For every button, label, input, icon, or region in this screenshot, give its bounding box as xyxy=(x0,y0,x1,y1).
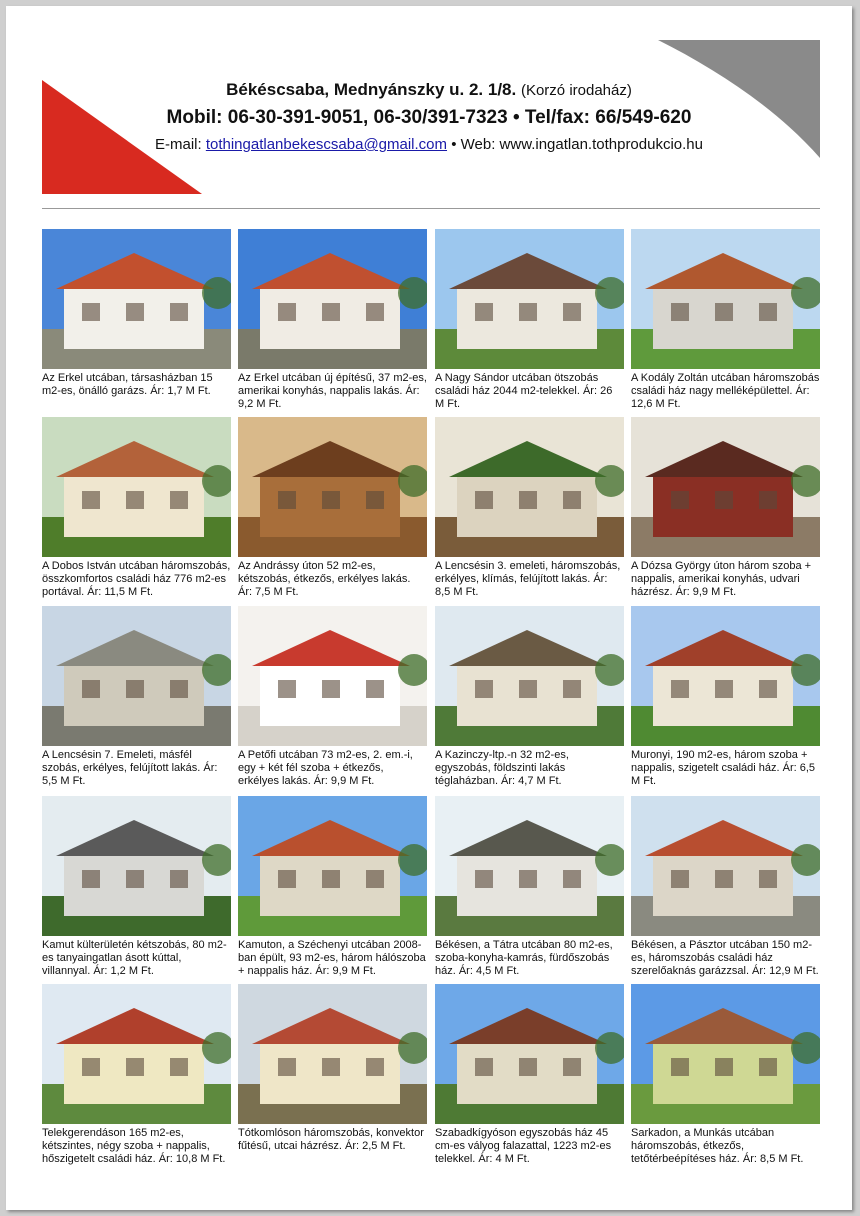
header-divider xyxy=(42,208,820,209)
address-text: Békéscsaba, Mednyánszky u. 2. 1/8. xyxy=(226,80,517,99)
listing-caption: Békésen, a Pásztor utcában 150 m2-es, háromszobás családi ház szerelőaknás garázzsal. Ár: 12,9 M Ft. xyxy=(631,939,819,977)
listing-card xyxy=(435,417,624,599)
property-photo xyxy=(435,796,624,936)
property-photo xyxy=(631,229,820,369)
property-photo xyxy=(435,984,624,1124)
property-photo xyxy=(631,796,820,936)
address-note: (Korzó irodaház) xyxy=(520,82,632,99)
listing-caption: A Kazinczy-ltp.-n 32 m2-es, egyszobás, földszinti lakás téglaházban. Ár: 4,7 M Ft. xyxy=(435,749,569,787)
email-link[interactable]: tothingatlanbekescsaba@gmail.com xyxy=(205,136,448,153)
listing-caption: A Lencsésin 7. Emeleti, másfél szobás, erkélyes, felújított lakás. Ár: 5,5 M Ft. xyxy=(42,749,218,787)
listing-card xyxy=(42,417,231,599)
listing-caption: Szabadkígyóson egyszobás ház 45 cm-es vályog falazattal, 1223 m2-es telekkel. Ár: 4 M Ft. xyxy=(435,1127,612,1165)
contact-line xyxy=(6,136,852,153)
listing-card xyxy=(42,606,231,788)
property-photo xyxy=(238,796,427,936)
listing-card xyxy=(42,796,231,978)
property-photo xyxy=(631,984,820,1124)
listing-card xyxy=(631,229,820,411)
property-photo xyxy=(42,796,231,936)
listing-card xyxy=(238,229,427,411)
listing-caption: A Nagy Sándor utcában ötszobás családi ház 2044 m2-telekkel. Ár: 26 M Ft. xyxy=(435,372,613,410)
listing-caption: Az Erkel utcában új építésű, 37 m2-es, amerikai konyhás, nappalis lakás. Ár: 9,2 M Ft. xyxy=(238,372,427,410)
property-photo xyxy=(435,229,624,369)
listing-caption: A Lencsésin 3. emeleti, háromszobás, erkélyes, klímás, felújított lakás. Ár: 8,5 M Ft. xyxy=(435,560,621,598)
listing-caption: A Dózsa György úton három szoba + nappalis, amerikai konyhás, udvari házrész. Ár: 9,9 M Ft. xyxy=(631,560,812,598)
listing-caption: Sarkadon, a Munkás utcában háromszobás, étkezős, tetőtérbeépítéses ház. Ár: 8,5 M Ft. xyxy=(631,1127,804,1165)
property-photo xyxy=(631,606,820,746)
property-photo xyxy=(238,229,427,369)
phone-numbers: Mobil: 06-30-391-9051, 06-30/391-7323 • Tel/fax: 66/549-620 xyxy=(166,107,692,128)
listing-caption: A Dobos István utcában háromszobás, összkomfortos családi ház 776 m2-es portával. Ár: 11,5 M Ft. xyxy=(42,560,231,598)
listing-caption: A Petőfi utcában 73 m2-es, 2. em.-i, egy + két fél szoba + étkezős, erkélyes lakás. Ár: 9,9 M Ft. xyxy=(238,749,413,787)
property-photo xyxy=(42,984,231,1124)
listing-caption: Az Andrássy úton 52 m2-es, kétszobás, étkezős, erkélyes lakás. Ár: 7,5 M Ft. xyxy=(238,560,411,598)
listing-caption: A Kodály Zoltán utcában háromszobás családi ház nagy melléképülettel. Ár: 12,6 M Ft. xyxy=(631,372,820,410)
listing-card xyxy=(42,229,231,398)
listing-card xyxy=(631,796,820,978)
listing-card xyxy=(435,606,624,788)
web-address: • Web: www.ingatlan.tothprodukcio.hu xyxy=(451,136,703,153)
listing-card xyxy=(238,417,427,599)
listing-caption: Az Erkel utcában, társasházban 15 m2-es, önálló garázs. Ár: 1,7 M Ft. xyxy=(42,372,213,397)
property-photo xyxy=(238,417,427,557)
listing-caption: Telekgerendáson 165 m2-es, kétszintes, négy szoba + nappalis, hőszigetelt családi ház. Ár: 10,8 M Ft. xyxy=(42,1127,226,1165)
listing-caption: Kamut külterületén kétszobás, 80 m2-es tanyaingatlan ásott kúttal, villannyal. Ár: 1,2 M Ft. xyxy=(42,939,227,977)
listing-card xyxy=(42,984,231,1166)
property-photo xyxy=(238,606,427,746)
property-photo xyxy=(238,984,427,1124)
property-photo xyxy=(42,606,231,746)
property-photo xyxy=(42,417,231,557)
listing-caption: Békésen, a Tátra utcában 80 m2-es, szoba-konyha-kamrás, fürdőszobás ház. Ár: 4,5 M Ft. xyxy=(435,939,613,977)
listing-card xyxy=(238,796,427,978)
property-photo xyxy=(42,229,231,369)
email-label: E-mail: xyxy=(154,136,202,153)
property-photo xyxy=(631,417,820,557)
listing-card xyxy=(435,229,624,411)
listing-card xyxy=(631,606,820,788)
listing-card xyxy=(238,606,427,788)
office-address xyxy=(6,80,852,100)
property-photo xyxy=(435,417,624,557)
listing-card xyxy=(238,984,427,1153)
listing-caption: Tótkomlóson háromszobás, konvektor fűtésű, utcai házrész. Ár: 2,5 M Ft. xyxy=(238,1127,424,1152)
property-photo xyxy=(435,606,624,746)
listing-card xyxy=(435,796,624,978)
listing-caption: Muronyi, 190 m2-es, három szoba + nappalis, szigetelt családi ház. Ár: 6,5 M Ft. xyxy=(631,749,816,787)
flyer-page xyxy=(6,6,852,1210)
listing-card xyxy=(631,984,820,1166)
listing-caption: Kamuton, a Széchenyi utcában 2008-ban épült, 93 m2-es, három hálószoba + nappalis ház. Ár: 9,9 M Ft. xyxy=(238,939,426,977)
listing-card xyxy=(435,984,624,1166)
listing-card xyxy=(631,417,820,599)
